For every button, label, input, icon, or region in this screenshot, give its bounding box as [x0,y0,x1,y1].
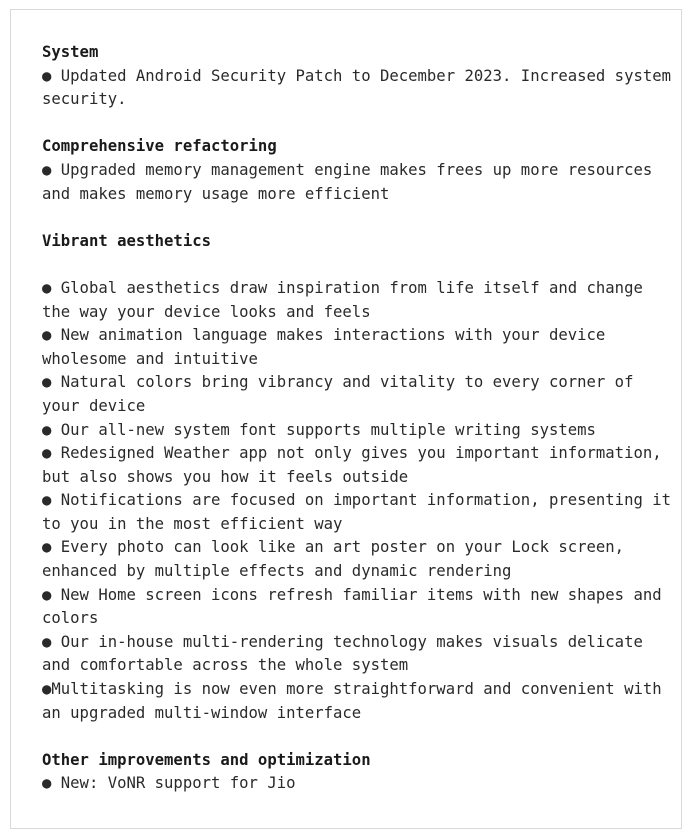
list-item: ● Redesigned Weather app not only gives you important information, [42,444,662,463]
list-item: but also shows you how it feels outside [42,467,409,486]
section-gap [42,253,662,277]
list-item: to you in the most efficient way [42,514,343,533]
section-heading: Other improvements and optimization [42,750,371,769]
list-item: ● New Home screen icons refresh familiar items with new shapes and [42,585,662,604]
list-item: ● Our in-house multi-rendering technology makes visuals delicate [42,632,643,651]
section-gap [42,206,662,230]
list-item: enhanced by multiple effects and dynamic rendering [42,562,512,581]
section-gap [42,725,662,749]
section-system [42,41,672,112]
section-gap [42,112,662,136]
list-item: ● Global aesthetics draw inspiration from life itself and change [42,278,643,297]
list-item: ● Every photo can look like an art poster on your Lock screen, [42,538,625,557]
list-item: and makes memory usage more efficient [42,184,390,203]
section-heading: Vibrant aesthetics [42,231,211,250]
changelog-content [42,41,672,796]
section-heading: Comprehensive refactoring [42,137,277,156]
list-item: ● New: VoNR support for Jio [42,774,296,793]
list-item: the way your device looks and feels [42,302,371,321]
list-item: an upgraded multi-window interface [42,703,362,722]
list-item: colors [42,609,99,628]
list-item: ● Our all-new system font supports multiple writing systems [42,420,596,439]
list-item: ● Natural colors bring vibrancy and vitality to every corner of [42,373,634,392]
list-item: ●Multitasking is now even more straightforward and convenient with [42,680,662,699]
section-heading: System [42,43,99,61]
list-item: ● Upgraded memory management engine makes frees up more resources [42,160,653,179]
section-vibrant-aesthetics [42,230,672,725]
list-item: wholesome and intuitive [42,349,258,368]
list-item: your device [42,396,146,415]
section-other-improvements [42,749,662,796]
list-item: ● Updated Android Security Patch to December 2023. Increased system [42,66,672,85]
section-comprehensive-refactoring [42,135,662,206]
list-item: and comfortable across the whole system [42,656,409,675]
list-item: ● Notifications are focused on important information, presenting it [42,491,672,510]
changelog-panel [10,9,682,829]
list-item: security. [42,90,127,109]
list-item: ● New animation language makes interactions with your device [42,326,606,345]
